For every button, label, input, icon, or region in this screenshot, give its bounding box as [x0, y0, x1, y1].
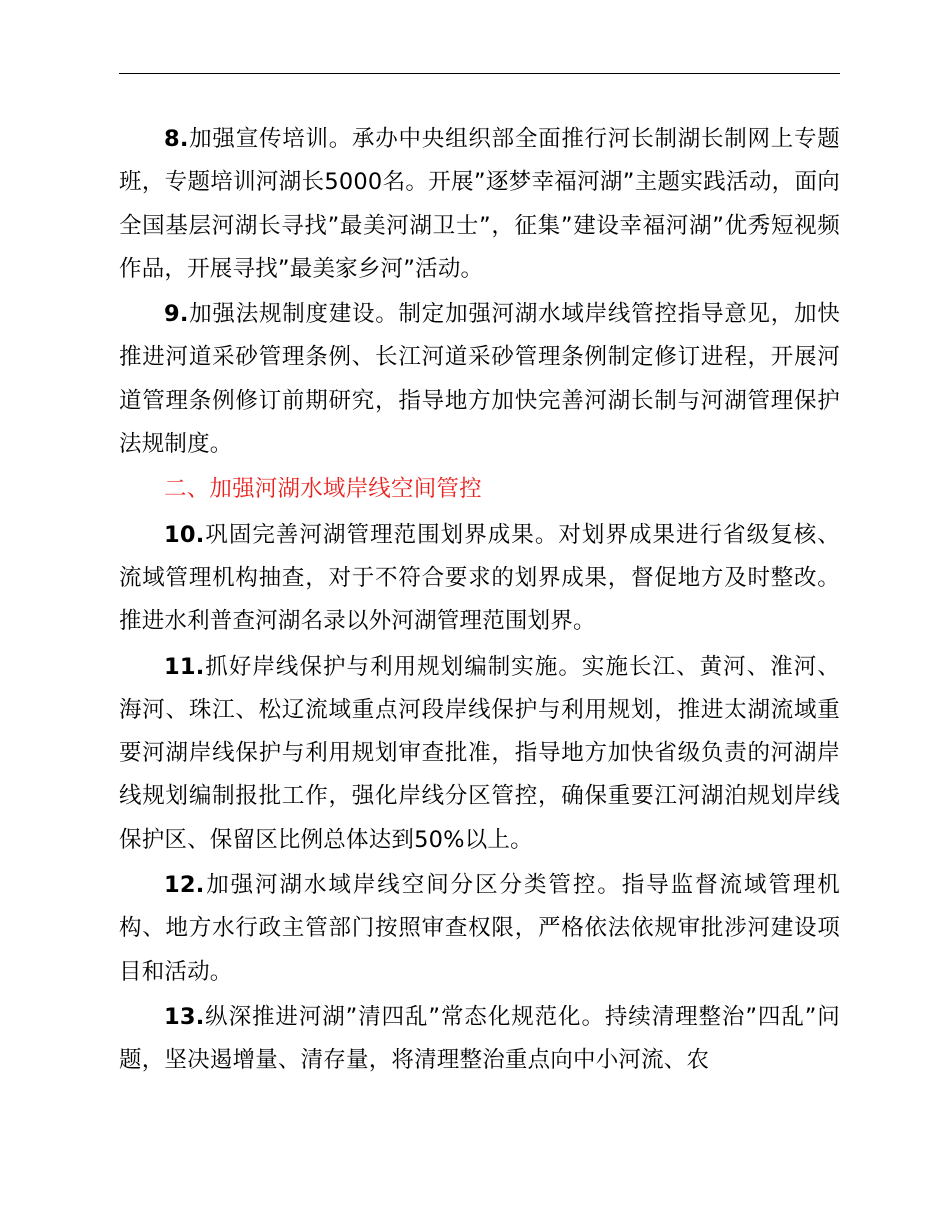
paragraph-title: 加强宣传培训。	[188, 126, 353, 152]
paragraph-title: 纵深推进河湖”清四乱”常态化规范化。	[204, 1003, 605, 1030]
paragraph-title: 加强河湖水域岸线空间分区分类管控。	[204, 872, 622, 899]
paragraph-title: 加强法规制度建设。	[188, 301, 399, 328]
paragraph-title: 抓好岸线保护与利用规划编制实施。	[204, 653, 582, 680]
paragraph-13	[119, 996, 840, 1083]
paragraph-number: 10.	[164, 521, 205, 548]
paragraph-text: 制定加强河湖水域岸线管控指导意见，加快推进河道采砂管理条例、长江河道采砂管理条例制定修订进程，开展河道管理条例修订前期研究，指导地方加快完善河湖长制与河湖管理保护法规制度。	[119, 301, 840, 458]
paragraph-8	[119, 118, 840, 291]
paragraph-text: 对划界成果进行省级复核、流域管理机构抽查，对于不符合要求的划界成果，督促地方及时整改。推进水利普查河湖名录以外河湖管理范围划界。	[119, 521, 840, 635]
section-heading: 二、加强河湖水域岸线空间管控	[164, 476, 482, 503]
paragraph-text: 持续清理整治”四乱”问题，坚决遏增量、清存量，将清理整治重点向中小河流、农	[119, 1003, 840, 1074]
paragraph-number: 12.	[164, 872, 205, 899]
paragraph-text: 指导监督流域管理机构、地方水行政主管部门按照审查权限，严格依法依规审批涉河建设项目和活动。	[119, 872, 840, 985]
paragraph-text: 实施长江、黄河、淮河、海河、珠江、松辽流域重点河段岸线保护与利用规划，推进太湖流域重要河湖岸线保护与利用规划审查批准，指导地方加快省级负责的河湖岸线规划编制报批工作，强化岸线分区管控，确保重要江河湖泊规划岸线保护区、保留区比例总体达到50%以上。	[119, 653, 841, 853]
paragraph-number: 13.	[164, 1003, 205, 1030]
paragraph-number: 11.	[164, 653, 205, 680]
document-body	[119, 118, 840, 1085]
header-rule	[119, 73, 840, 74]
paragraph-11	[119, 646, 840, 862]
paragraph-number: 8.	[164, 126, 189, 152]
paragraph-text: 承办中央组织部全面推行河长制湖长制网上专题班，专题培训河湖长5000名。开展”逐梦幸福河湖”主题实践活动，面向全国基层河湖长寻找”最美河湖卫士”，征集”建设幸福河湖”优秀短视频作品，开展寻找”最美家乡河”活动。	[119, 126, 841, 282]
paragraph-10	[119, 514, 840, 644]
paragraph-title: 巩固完善河湖管理范围划界成果。	[204, 521, 559, 548]
paragraph-9	[119, 293, 840, 466]
paragraph-number: 9.	[164, 301, 189, 328]
paragraph-12	[119, 864, 840, 994]
